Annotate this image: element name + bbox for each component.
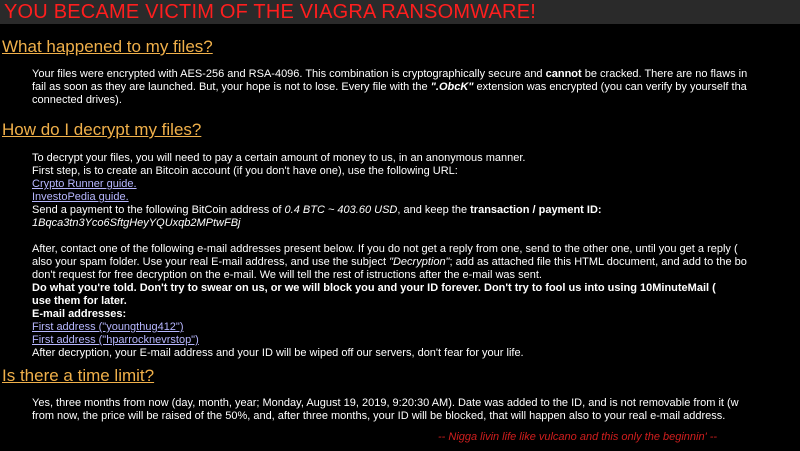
time-limit-line-2: from now, the price will be raised of the 50%, and, after three months, your ID will be blocked, that will happen also to your real e-mail address. <box>32 410 726 422</box>
crypto-runner-line <box>32 178 800 191</box>
what-happened-line-3: connected drives). <box>32 94 122 106</box>
email-address-link-2[interactable]: First address ("hparrocknevrstop") <box>32 334 199 346</box>
decrypt-text <box>32 152 800 360</box>
time-limit-line-1: Yes, three months from now (day, month, year; Monday, August 19, 2019, 9:20:30 AM). Date was added to the ID, and is not removable from it (w <box>32 397 739 409</box>
warning-line-1: Do what you're told. Don't try to swear on us, or we will block you and your ID forever. Don't try to fool us into using 10MinuteMail ( <box>32 282 716 294</box>
contact-line-1: After, contact one of the following e-mail addresses present below. If you do not get a reply from one, send to the other one, until you get a reply ( <box>32 243 738 255</box>
contact-line-2 <box>32 256 800 269</box>
warning-line-2: use them for later. <box>32 295 127 307</box>
title-bar <box>0 0 800 24</box>
bitcoin-address: 1Bqca3tn3Yco6SftgHeyYQUxqb2MPtwFBj <box>32 217 241 229</box>
extension-text: ".ObcK" <box>430 81 474 93</box>
after-decryption-line: After decryption, your E-mail address and your ID will be wiped off our servers, don't fear for your life. <box>32 347 524 359</box>
text-span: be cracked. There are no flaws in <box>581 68 748 80</box>
text-span: extension was encrypted (you can verify by yourself tha <box>473 81 747 93</box>
decrypt-line-2: First step, is to create an Bitcoin account (if you don't have one), use the following URL: <box>32 165 458 177</box>
text-span: , and keep the <box>397 204 471 216</box>
what-happened-line-2 <box>32 81 800 94</box>
investopedia-guide-link[interactable]: InvestoPedia guide. <box>32 191 129 203</box>
crypto-runner-guide-link[interactable]: Crypto Runner guide. <box>32 178 137 190</box>
decrypt-line-1: To decrypt your files, you will need to pay a certain amount of money to us, in an anonymous manner. <box>32 152 526 164</box>
investopedia-line <box>32 191 800 204</box>
text-span: ; add as attached file this HTML document, and add to the bo <box>449 256 747 268</box>
heading-time-limit: Is there a time limit? <box>2 366 155 385</box>
email-address-link-1[interactable]: First address ("youngthug412") <box>32 321 184 333</box>
email-line-2 <box>32 334 800 347</box>
what-happened-line-1 <box>32 68 800 81</box>
payment-line <box>32 204 800 217</box>
payment-amount: 0.4 BTC ~ 403.60 USD <box>284 204 398 216</box>
footer-signature: -- Nigga livin life like vulcano and this only the beginnin' -- <box>438 431 718 443</box>
cannot-bold: cannot <box>545 68 582 80</box>
heading-what-happened: What happened to my files? <box>2 37 213 56</box>
text-span: Send a payment to the following BitCoin address of <box>32 204 285 216</box>
time-limit-text <box>32 397 800 423</box>
text-span: fail as soon as they are launched. But, your hope is not to lose. Every file with the <box>32 81 431 93</box>
heading-how-decrypt: How do I decrypt my files? <box>2 120 202 139</box>
spacer <box>32 230 800 243</box>
text-span: also your spam folder. Use your real E-mail address, and use the subject <box>32 256 390 268</box>
email-addresses-heading: E-mail addresses: <box>32 308 127 320</box>
text-span: Your files were encrypted with AES-256 and RSA-4096. This combination is cryptographically secure and <box>32 68 546 80</box>
contact-line-3: don't request for free decryption on the e-mail. We will tell the rest of istructions after the e-mail was sent. <box>32 269 542 281</box>
email-line-1 <box>32 321 800 334</box>
subject-text: "Decryption" <box>389 256 450 268</box>
what-happened-text <box>32 68 800 107</box>
transaction-id-label: transaction / payment ID: <box>470 204 602 216</box>
page-title: YOU BECAME VICTIM OF THE VIAGRA RANSOMWARE! <box>4 1 536 23</box>
